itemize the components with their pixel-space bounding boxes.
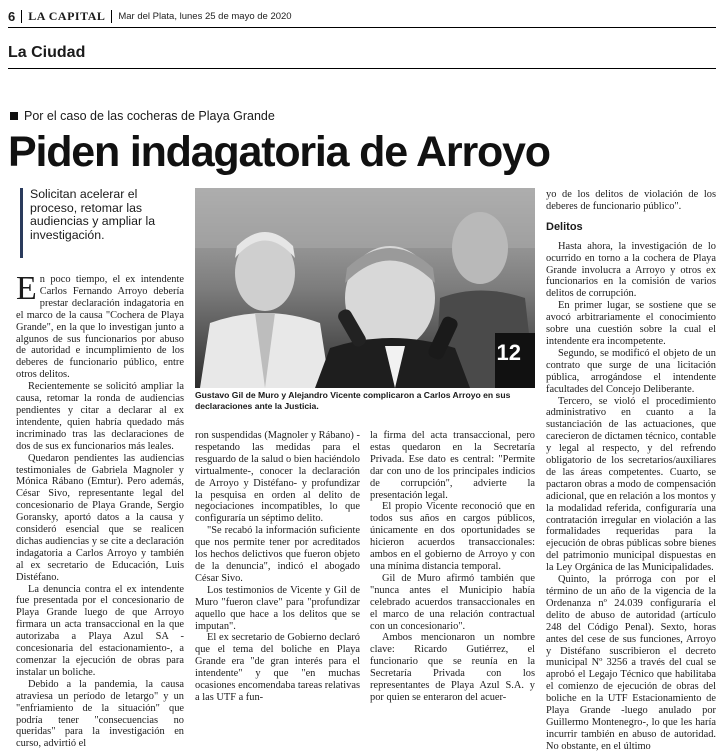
article-paragraph: ron suspendidas (Magnoler y Rábano) -respetando las medidas para el resguardo de la salud o bien haciéndolo virtualmente-, conocer la declaración de Arroyo y Distéfano- y profundizar la pesquisa en orden al delito de negociaciones incompatibles, lo que configuraría un séptimo delito.: [195, 430, 360, 525]
kicker: [10, 109, 275, 123]
article-paragraph: Tercero, se violó el procedimiento administrativo en cuanto a la sustanciación de las actuaciones, que carecieron de dictamen técnico, contable y legal al respecto, y del refrendo obligatorio de los secretarios/auxiliares de las áreas competentes. Cuarto, se pactaron obras a modo de compensación adicional, que en relación a los montos y la modalidad referida, configuraría una contratación irregular en violación a las formalidades requeridas para la ejecución de obras públicas sobre bienes del patrimonio municipal dispuestas en la Ley Orgánica de las Municipalidades.: [546, 395, 716, 574]
article-paragraph: El propio Vicente reconoció que en todos sus años en cargos públicos, únicamente en dos oportunidades se hicieron acuerdos transaccionales: ambos en el gobierno de Arroyo y con una mínima distancia temporal.: [370, 501, 535, 572]
header-divider: [21, 10, 22, 23]
subheading: Delitos: [546, 220, 583, 233]
section-title: La Ciudad: [8, 44, 86, 61]
article-paragraph: En poco tiempo, el ex intendente Carlos Fernando Arroyo debería prestar declaración indagatoria en el marco de la causa "Cochera de Playa Grande", en la que lo investigan junto a algunos de sus funcionarios por abuso de autoridad e incumplimiento de los deberes de funcionario público, entre otros delitos.: [16, 270, 184, 381]
article-paragraph: El ex secretario de Gobierno declaró que el tema del boliche en Playa Grande era "de gran interés para el intendente" y que "en muchas ocasiones encomendaba tareas relativas a las UTF a fun-: [195, 632, 360, 703]
kicker-text: Por el caso de las cocheras de Playa Grande: [24, 109, 275, 123]
article-column-4: [546, 189, 716, 753]
newspaper-logo: LA CAPITAL: [28, 9, 106, 23]
article-paragraph: Quedaron pendientes las audiencias testimoniales de Gabriela Magnoler y Mónica Rábano (Emtur). Pero además, César Sivo, representante legal del concesionario de Playa Grande, Sergio Goransky, aportó datos a la causa y consideró esencial que se realicen dichas audiencias y se cite a declaración indagatoria a Carlos Arroyo y también al ex secretario de Educación, Luis Distéfano.: [16, 452, 184, 583]
tv-channel-logo: 12: [496, 340, 521, 365]
page-header: [8, 6, 716, 28]
article-paragraph: yo de los delitos de violación de los deberes de funcionario público".: [546, 189, 716, 212]
article-paragraph: la firma del acta transaccional, pero estas quedaron en la Secretaría Privada. Ese dato es central: "Permite dar con uno de los principales indicios de corrupción", advierte la presentación legal.: [370, 430, 535, 501]
article-column-2: [195, 430, 360, 704]
article-paragraph: En primer lugar, se sostiene que se avocó arbitrariamente el conocimiento sobre una cuestión sobre la cual el intendente era incompetente.: [546, 300, 716, 347]
section-rule: [8, 68, 716, 69]
header-divider: [111, 10, 112, 23]
article-paragraph: Ambos mencionaron un nombre clave: Ricardo Gutiérrez, el funcionario que se reunía en la Secretaría Privada con los representantes de Playa Azul S.A. y por quien se enteraron del acuer-: [370, 632, 535, 703]
article-paragraph: "Se recabó la información suficiente que nos permite tener por acreditados los hechos delictivos que fueron objeto de la denuncia", indicó el abogado César Sivo.: [195, 525, 360, 584]
article-column-1: [16, 270, 184, 750]
article-paragraph: Hasta ahora, la investigación de lo ocurrido en torno a la cochera de Playa Grande involucra a Arroyo y otros ex funcionarios en la comisión de varios delitos de corrupción.: [546, 240, 716, 300]
photo-caption: Gustavo Gil de Muro y Alejandro Vicente complicaron a Carlos Arroyo en sus declaraciones ante la Justicia.: [195, 390, 511, 411]
article-paragraph: La denuncia contra el ex intendente fue presentada por el concesionario de Playa Grande luego de que Arroyo firmara un acta transaccional en la que autorizaba a Playa Azul SA -concesionaria del estacionamiento-, a comenzar la ejecución de obras para instalar un boliche.: [16, 583, 184, 678]
square-bullet-icon: [10, 112, 18, 120]
dateline: Mar del Plata, lunes 25 de mayo de 2020: [118, 11, 292, 22]
article-paragraph: Los testimonios de Vicente y Gil de Muro "fueron clave" para "profundizar aquello que hace a los delitos que se imputan".: [195, 584, 360, 632]
article-paragraph: Debido a la pandemia, la causa atraviesa un período de letargo" y un "enfriamiento de la situación" que podría tener "consecuencias no queridas" para la investigación en curso, advirtió el: [16, 678, 184, 750]
article-column-3: [370, 430, 535, 704]
article-paragraph: Quinto, la prórroga con por el término de un año de la vigencia de la Ordenanza nº 24.039 configuraría el delito de abuso de autoridad (artículo 248 del Código Penal). Sexto, horas antes del cese de sus funciones, Arroyo y Distéfano suscribieron el decreto municipal Nº 3256 a través del cual se aprobó el Legajo Técnico que habilitaba el comienzo de ejecución de obras del boliche en la UTF Estacionamiento de Playa Grande -luego anulado por Guillermo Montenegro-, lo que les haría incurrir también en abuso de autoridad. No obstante, en el último: [546, 574, 716, 752]
drop-cap: E: [16, 270, 37, 307]
photo-illustration: [195, 188, 535, 388]
summary-box: Solicitan acelerar el proceso, retomar las audiencias y ampliar la investigación.: [20, 188, 180, 258]
article-paragraph: Recientemente se solicitó ampliar la causa, retomar la ronda de audiencias pendientes y citar a declarar al ex intendente, quien habría quedado más incriminado tras las declaraciones de dos de sus ex funcionarios más leales.: [16, 381, 184, 452]
news-photo: [195, 188, 535, 388]
article-paragraph: Segundo, se modificó el objeto de un contrato que surge de una licitación pública, arrogándose el intendente facultades del Concejo Deliberante.: [546, 347, 716, 395]
page-number: 6: [8, 9, 16, 24]
headline: Piden indagatoria de Arroyo: [8, 128, 550, 176]
article-paragraph: Gil de Muro afirmó también que "nunca antes el Municipio había celebrado acuerdos transaccionales en el marco de una relación contractual con un concesionario".: [370, 572, 535, 632]
